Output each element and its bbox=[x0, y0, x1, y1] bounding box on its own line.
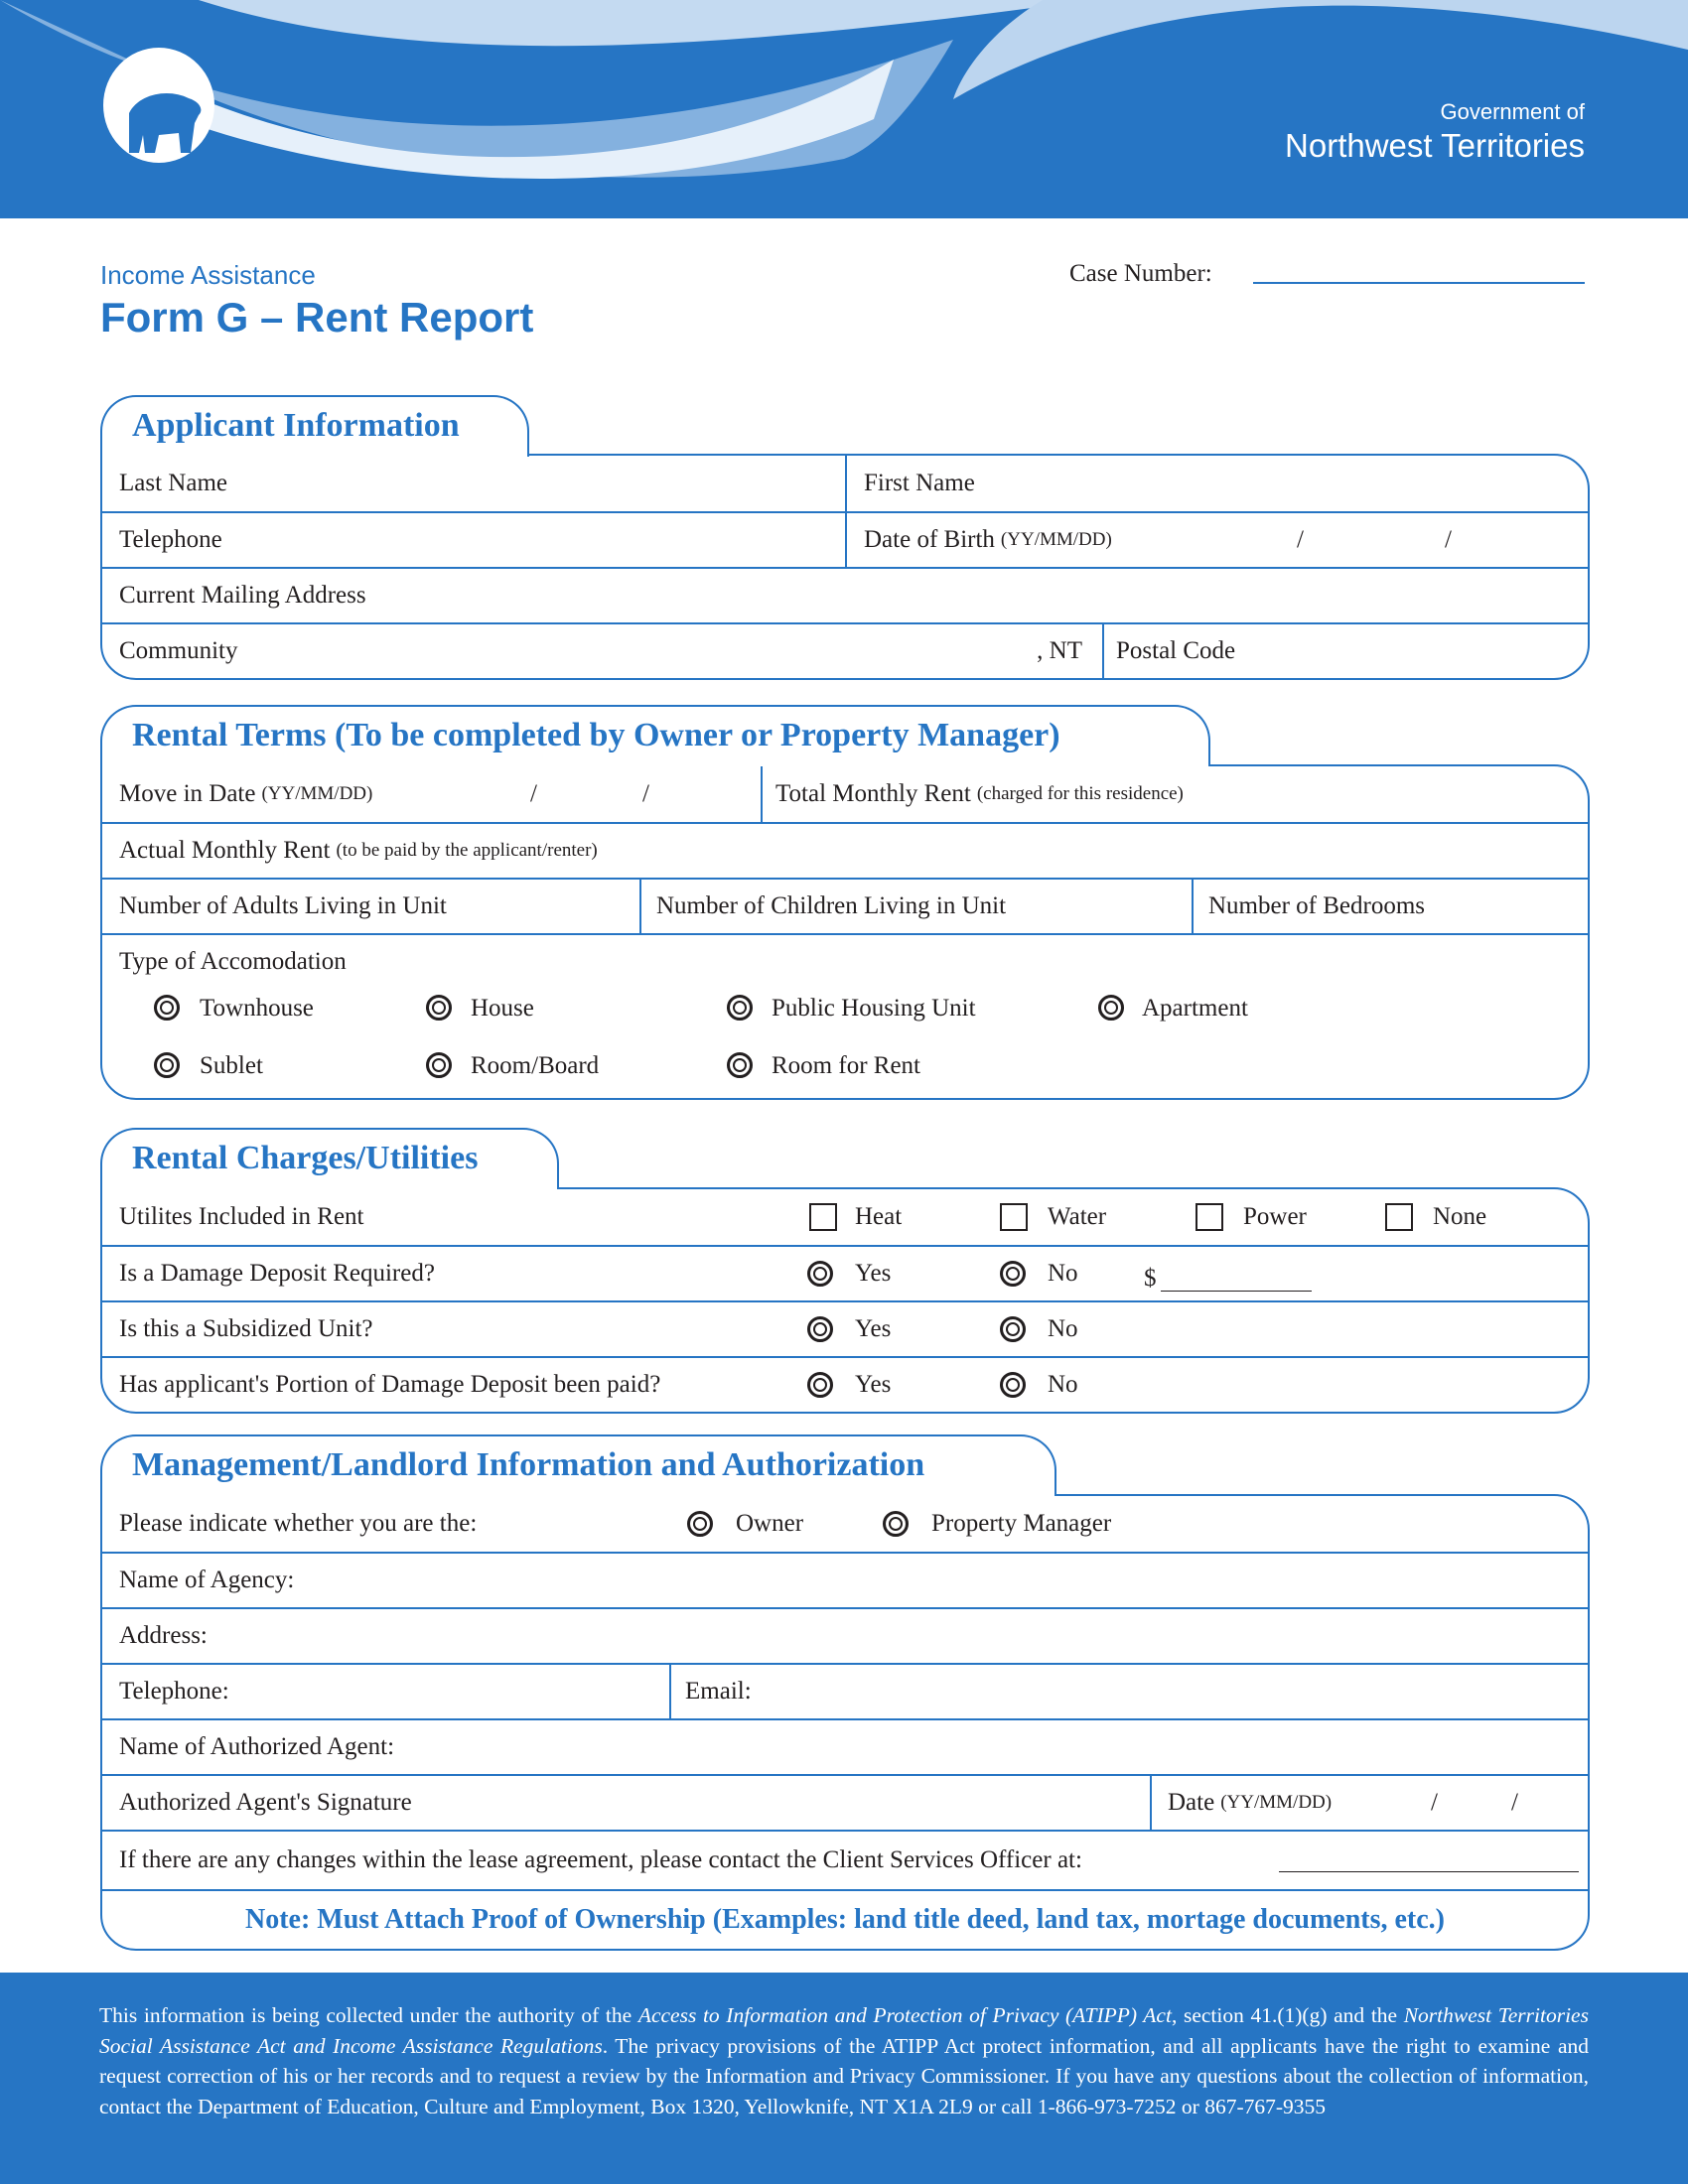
note: (to be paid by the applicant/renter) bbox=[336, 840, 598, 861]
option-label: Room/Board bbox=[471, 1052, 600, 1079]
label: Email: bbox=[685, 1678, 752, 1705]
deposit-required-row bbox=[102, 1247, 1588, 1300]
date-format: (YY/MM/DD) bbox=[1220, 1792, 1333, 1813]
radio-paid-yes[interactable] bbox=[807, 1372, 833, 1398]
government-wordmark bbox=[1285, 99, 1585, 165]
radio-paid-no[interactable] bbox=[1000, 1372, 1026, 1398]
checkbox-heat[interactable] bbox=[809, 1203, 837, 1231]
nt-suffix: , NT bbox=[1037, 637, 1082, 664]
label: Community bbox=[119, 637, 238, 664]
label: Authorized Agent's Signature bbox=[119, 1789, 412, 1816]
label: First Name bbox=[864, 470, 975, 496]
slash: / bbox=[1431, 1789, 1438, 1816]
option-label: Power bbox=[1243, 1203, 1307, 1230]
radio-apartment[interactable] bbox=[1098, 995, 1124, 1021]
option-label: Yes bbox=[855, 1260, 892, 1287]
gov-line1: Government of bbox=[1440, 99, 1585, 124]
rental-terms-section bbox=[100, 764, 1590, 1100]
label: Postal Code bbox=[1116, 637, 1236, 664]
subsidized-row bbox=[102, 1302, 1588, 1356]
slash: / bbox=[1297, 526, 1304, 553]
option-label: No bbox=[1048, 1315, 1078, 1342]
rental-charges-section bbox=[100, 1187, 1590, 1414]
radio-house[interactable] bbox=[426, 995, 452, 1021]
note: (charged for this residence) bbox=[976, 783, 1184, 804]
utilities-row bbox=[102, 1189, 1588, 1245]
option-label: House bbox=[471, 995, 534, 1022]
accommodation-type-group bbox=[102, 933, 1588, 1098]
option-label: No bbox=[1048, 1260, 1078, 1287]
date-format: (YY/MM/DD) bbox=[1000, 529, 1112, 550]
note-text: Note: Must Attach Proof of Ownership (Examples: land title deed, land tax, mortage documents, etc.) bbox=[244, 1904, 1446, 1935]
checkbox-water[interactable] bbox=[1000, 1203, 1028, 1231]
label: Current Mailing Address bbox=[119, 582, 366, 609]
radio-townhouse[interactable] bbox=[154, 995, 180, 1021]
deposit-amount-field[interactable] bbox=[1161, 1291, 1312, 1292]
applicant-section bbox=[100, 454, 1590, 680]
dob-field[interactable] bbox=[845, 513, 1588, 567]
label: Last Name bbox=[119, 470, 227, 496]
label: Number of Bedrooms bbox=[1208, 892, 1426, 919]
radio-deposit-no[interactable] bbox=[1000, 1261, 1026, 1287]
polar-bear-logo bbox=[99, 44, 218, 163]
label: Move in Date bbox=[119, 780, 256, 807]
accommodation-label: Type of Accomodation bbox=[119, 948, 347, 975]
option-label: Townhouse bbox=[200, 995, 314, 1022]
signature-date-field[interactable] bbox=[1150, 1776, 1588, 1830]
case-number-label: Case Number: bbox=[1069, 260, 1212, 287]
move-in-date-field[interactable] bbox=[102, 766, 761, 822]
date-format: (YY/MM/DD) bbox=[261, 783, 373, 804]
management-section bbox=[100, 1494, 1590, 1951]
footer-act-name: Northwest Territories Social Assistance Act and Income Assistance Regulations bbox=[99, 2003, 1589, 2058]
option-label: No bbox=[1048, 1371, 1078, 1398]
privacy-footer bbox=[0, 1973, 1688, 2184]
role-row bbox=[102, 1496, 1588, 1552]
footer-text: This information is being collected under the authority of the bbox=[99, 2003, 638, 2027]
section-tab-rental-charges: Rental Charges/Utilities bbox=[100, 1128, 559, 1189]
radio-property-manager[interactable] bbox=[883, 1511, 909, 1537]
slash: / bbox=[1511, 1789, 1518, 1816]
label: Actual Monthly Rent bbox=[119, 837, 331, 864]
bedrooms-field[interactable] bbox=[1192, 880, 1588, 933]
client-services-officer-field[interactable] bbox=[1279, 1871, 1579, 1872]
page-title: Form G – Rent Report bbox=[100, 294, 534, 341]
label: If there are any changes within the lease agreement, please contact the Client Services Officer at: bbox=[119, 1846, 1082, 1873]
label: Name of Agency: bbox=[119, 1567, 295, 1593]
option-label: None bbox=[1433, 1203, 1487, 1230]
agency-address-field[interactable] bbox=[102, 1609, 1588, 1663]
radio-subsidized-yes[interactable] bbox=[807, 1316, 833, 1342]
gov-line2: Northwest Territories bbox=[1285, 127, 1585, 164]
option-label: Sublet bbox=[200, 1052, 263, 1079]
checkbox-none[interactable] bbox=[1385, 1203, 1413, 1231]
contact-row bbox=[102, 1832, 1588, 1889]
slash: / bbox=[1445, 526, 1452, 553]
section-tab-management: Management/Landlord Information and Authorization bbox=[100, 1434, 1056, 1496]
label: Please indicate whether you are the: bbox=[119, 1510, 478, 1537]
radio-deposit-yes[interactable] bbox=[807, 1261, 833, 1287]
radio-subsidized-no[interactable] bbox=[1000, 1316, 1026, 1342]
option-label: Water bbox=[1048, 1203, 1107, 1230]
label: Telephone bbox=[119, 526, 222, 553]
agency-name-field[interactable] bbox=[102, 1554, 1588, 1607]
dollar-sign: $ bbox=[1144, 1265, 1157, 1292]
footer-text: , section 41.(1)(g) and the bbox=[1171, 2003, 1404, 2027]
label: Telephone: bbox=[119, 1678, 229, 1705]
option-label: Room for Rent bbox=[772, 1052, 920, 1079]
proof-of-ownership-note bbox=[102, 1889, 1588, 1949]
option-label: Yes bbox=[855, 1371, 892, 1398]
agency-telephone-field[interactable] bbox=[102, 1665, 669, 1718]
option-label: Property Manager bbox=[931, 1510, 1112, 1537]
label: Name of Authorized Agent: bbox=[119, 1733, 395, 1760]
option-label: Heat bbox=[855, 1203, 903, 1230]
radio-room-for-rent[interactable] bbox=[727, 1052, 753, 1078]
option-label: Public Housing Unit bbox=[772, 995, 976, 1022]
last-name-field[interactable] bbox=[102, 456, 845, 511]
slash: / bbox=[642, 780, 649, 807]
option-label: Owner bbox=[736, 1510, 804, 1537]
label: Date bbox=[1168, 1789, 1215, 1816]
label: Total Monthly Rent bbox=[775, 780, 971, 807]
label: Is a Damage Deposit Required? bbox=[119, 1260, 435, 1287]
checkbox-power[interactable] bbox=[1196, 1203, 1223, 1231]
email-field[interactable] bbox=[669, 1665, 1588, 1718]
actual-monthly-rent-field[interactable] bbox=[102, 824, 1588, 878]
option-label: Yes bbox=[855, 1315, 892, 1342]
footer-text: . The privacy provisions of the ATIPP Act protect information, and all applicants have the right to examine and request correction of his or her records and to request a review by the Information and Privacy Commissioner. If you have any questions about the collection of information, contact the Department of Education, Culture and Employment, Box 1320, Yellowknife, NT X1A 2L9 or call 1-866-973-7252 or 867-767-9355 bbox=[99, 2033, 1589, 2118]
label: Number of Children Living in Unit bbox=[656, 892, 1007, 919]
radio-sublet[interactable] bbox=[154, 1052, 180, 1078]
label: Date of Birth bbox=[864, 526, 995, 553]
header-banner bbox=[0, 0, 1688, 218]
community-field[interactable] bbox=[102, 624, 1102, 678]
first-name-field[interactable] bbox=[845, 456, 1588, 511]
label: Utilites Included in Rent bbox=[119, 1203, 364, 1230]
slash: / bbox=[530, 780, 537, 807]
form-subtitle: Income Assistance bbox=[100, 260, 316, 290]
label: Number of Adults Living in Unit bbox=[119, 892, 447, 919]
telephone-field[interactable] bbox=[102, 513, 845, 567]
radio-public-housing[interactable] bbox=[727, 995, 753, 1021]
radio-room-board[interactable] bbox=[426, 1052, 452, 1078]
signature-field[interactable] bbox=[102, 1776, 1150, 1830]
label: Address: bbox=[119, 1622, 208, 1649]
authorized-agent-field[interactable] bbox=[102, 1720, 1588, 1774]
option-label: Apartment bbox=[1142, 995, 1248, 1022]
mailing-address-field[interactable] bbox=[102, 569, 1588, 622]
section-tab-applicant: Applicant Information bbox=[100, 395, 529, 457]
label: Has applicant's Portion of Damage Deposit been paid? bbox=[119, 1371, 661, 1398]
radio-owner[interactable] bbox=[687, 1511, 713, 1537]
label: Is this a Subsidized Unit? bbox=[119, 1315, 373, 1342]
section-tab-rental-terms: Rental Terms (To be completed by Owner or Property Manager) bbox=[100, 705, 1210, 766]
case-number-field[interactable] bbox=[1253, 282, 1585, 284]
total-monthly-rent-field[interactable] bbox=[761, 766, 1588, 822]
deposit-paid-row bbox=[102, 1358, 1588, 1412]
children-field[interactable] bbox=[639, 880, 1192, 933]
postal-code-field[interactable] bbox=[1102, 624, 1588, 678]
footer-act-name: Access to Information and Protection of Privacy (ATIPP) Act bbox=[637, 2003, 1172, 2027]
adults-field[interactable] bbox=[102, 880, 639, 933]
